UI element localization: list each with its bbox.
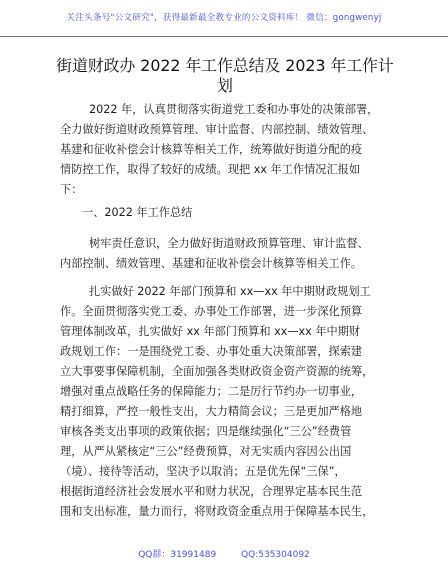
text-line: 作。全面贯彻落实党工委、办事处工作部署，进一步深化预算 — [60, 305, 363, 318]
header-banner — [0, 8, 448, 37]
text-line: （境）、接待等活动，坚决予以取消；五是优先保“三保”， — [60, 465, 346, 478]
paragraph-2 — [60, 283, 400, 523]
text-line: 围和支出标准，量力而行，将财政资金重点用于保障基本民生， — [60, 505, 374, 518]
text-line: 情防控工作，取得了较好的成绩。现把 xx 年工作情况汇报如 — [60, 163, 361, 176]
text-line: 管理体制改革，扎实做好 xx 年部门预算和 xx—xx 年中期财 — [60, 325, 361, 338]
footer-qq-group: QQ群：31991489 — [138, 550, 217, 560]
intro-paragraph — [60, 101, 400, 201]
title-line-2: 划 — [217, 76, 233, 95]
banner-text: 关注头条号"公文研究"，获得最新最全教专业的公文资料库！ 微信：gongwenyj — [66, 13, 382, 23]
text-line: 2022 年，认真贯彻落实街道党工委和办事处的决策部署， — [89, 103, 379, 116]
document-title — [44, 56, 406, 96]
text-line: 内部控制、绩效管理、基建和征收补偿会计核算等相关工作。 — [60, 257, 363, 270]
text-line: 立大事要事保障机制，全面加强各类财政资金资产资源的统筹， — [60, 365, 374, 378]
text-line: 扎实做好 2022 年部门预算和 xx—xx 年中期财政规划工 — [89, 285, 371, 298]
text-line: 精打细算，严控一般性支出，大力精简会议；三是更加严格地 — [60, 405, 363, 418]
text-line: 全力做好街道财政预算管理、审计监督、内部控制、绩效管理、 — [60, 123, 374, 136]
footer-qq: QQ:535304092 — [241, 550, 310, 560]
text-line: 根据街道经济社会发展水平和财力状况，合理界定基本民生范 — [60, 485, 363, 498]
text-line: 增强对重点战略任务的保障能力；二是厉行节约办一切事业， — [60, 385, 363, 398]
paragraph-1 — [60, 235, 400, 275]
text-line: 理，从严从紧核定“三公”经费预算，对无实质内容因公出国 — [60, 445, 352, 458]
footer — [0, 547, 448, 560]
text-line: 树牢责任意识，全力做好街道财政预算管理、审计监督、 — [89, 237, 369, 250]
section-heading: 一、2022 年工作总结 — [82, 206, 193, 219]
text-line: 政规划工作：一是围绕党工委、办事处重大决策部署，探索建 — [60, 345, 363, 358]
text-line: 基建和征收补偿会计核算等相关工作，统筹做好街道分配的疫 — [60, 143, 363, 156]
text-line: 下： — [60, 183, 83, 196]
text-line: 审核各类支出事项的政策依据；四是继续强化“三公”经费管 — [60, 425, 352, 438]
title-line-1: 街道财政办 2022 年工作总结及 2023 年工作计 — [56, 56, 394, 75]
